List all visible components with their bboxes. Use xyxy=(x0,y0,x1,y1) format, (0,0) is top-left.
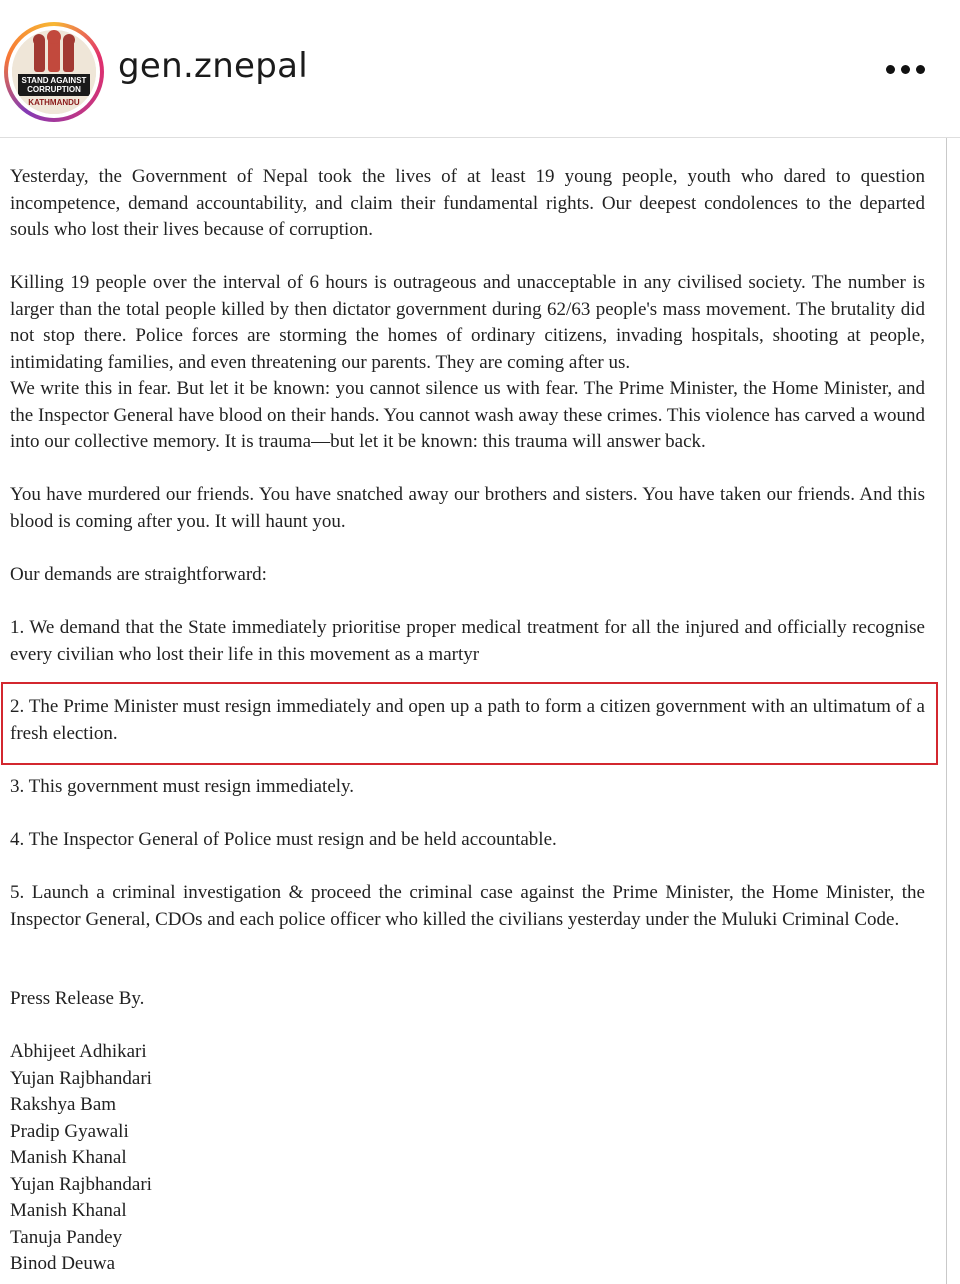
friends-paragraph: You have murdered our friends. You have snatched away our brothers and sisters. You have taken our friends. And this blood is coming after you. It will haunt you. xyxy=(10,484,925,532)
avatar-badge-sub: KATHMANDU xyxy=(28,98,80,107)
killing-paragraph: Killing 19 people over the interval of 6 hours is outrageous and unacceptable in any civilised society. The number is larger than the total people killed by then dictator government during 62/63 people's mass movement. The brutality did not stop there. Police forces are storming the homes of ordinary citizens, invading hospitals, shooting at people, intimidating families, and even threatening our parents. They are coming after us. xyxy=(10,272,925,373)
demand-item-3: 3. This government must resign immediately. xyxy=(10,776,355,797)
badge-line-1: STAND AGAINST xyxy=(21,76,87,85)
badge-line-2: CORRUPTION xyxy=(27,85,81,94)
profile-username[interactable]: gen.znepal xyxy=(118,46,309,86)
signatory: Yujan Rajbhandari xyxy=(10,1067,152,1089)
more-horizontal-icon[interactable] xyxy=(884,58,928,80)
demand-item-2: 2. The Prime Minister must resign immediately and open up a path to form a citizen government with an ultimatum of a fresh election. xyxy=(10,696,925,744)
signatory: Abhijeet Adhikari xyxy=(10,1041,147,1062)
profile-avatar[interactable] xyxy=(4,22,104,122)
signatory: Rakshya Bam xyxy=(10,1094,117,1115)
signatory: Manish Khanal xyxy=(10,1147,127,1168)
avatar-badge xyxy=(18,74,90,96)
post-header xyxy=(0,0,960,138)
signatory: Pradip Gyawali xyxy=(10,1120,129,1142)
demands-intro: Our demands are straightforward: xyxy=(10,564,267,585)
signatory: Manish Khanal xyxy=(10,1200,127,1221)
demand-2-highlight-box xyxy=(1,682,938,765)
fear-paragraph: We write this in fear. But let it be known: you cannot silence us with fear. The Prime Minister, the Home Minister, and the Inspector General have blood on their hands. You cannot wash away these crimes. This violence has carved a wound into our collective memory. It is trauma—but let it be known: this trauma will answer back. xyxy=(10,378,925,452)
signatory: Binod Deuwa xyxy=(10,1253,116,1274)
intro-paragraph: Yesterday, the Government of Nepal took the lives of at least 19 young people, youth who dared to question incompetence, demand accountability, and claim their fundamental rights. Our deepest condolences to the departed souls who lost their lives because of corruption. xyxy=(10,166,925,240)
demand-item-5: 5. Launch a criminal investigation & proceed the criminal case against the Prime Minister, the Home Minister, the Inspector General, CDOs and each police officer who killed the civilians yesterday under the Muluki Criminal Code. xyxy=(10,882,925,930)
avatar-border xyxy=(8,26,100,118)
signatory: Tanuja Pandey xyxy=(10,1226,123,1248)
signatory: Yujan Rajbhandari xyxy=(10,1173,152,1195)
press-release-by: Press Release By. xyxy=(10,988,145,1009)
raised-fists-logo xyxy=(12,30,96,114)
demand-item-4: 4. The Inspector General of Police must resign and be held accountable. xyxy=(10,829,557,850)
demand-item-1: 1. We demand that the State immediately prioritise proper medical treatment for all the injured and officially recognise every civilian who lost their life in this movement as a martyr xyxy=(10,617,925,665)
signatories-list xyxy=(10,1039,925,1278)
